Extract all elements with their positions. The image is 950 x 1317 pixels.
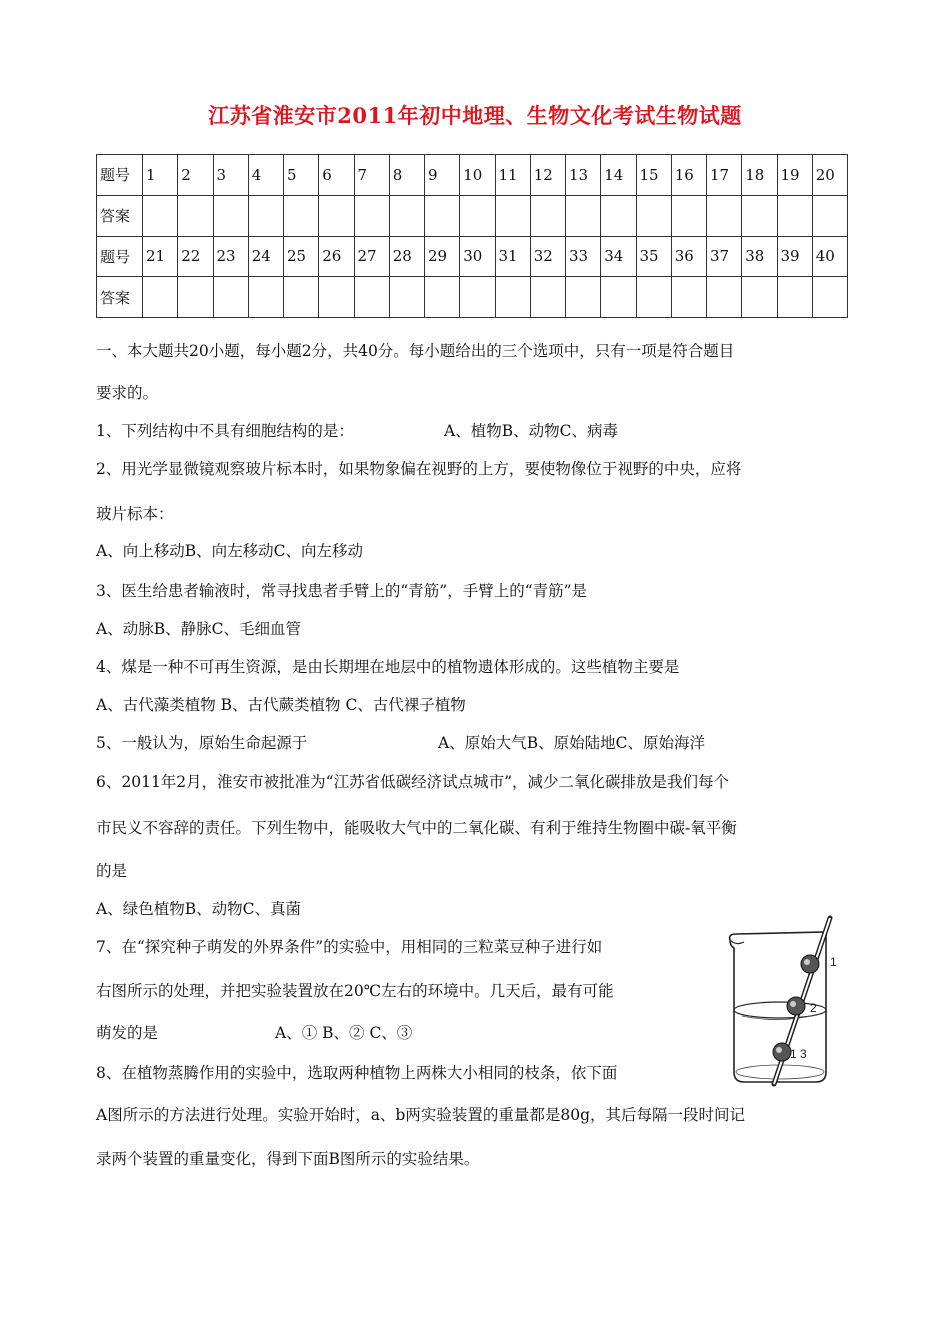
answer-table-cell [248, 277, 283, 318]
answer-table-cell: 33 [566, 236, 601, 277]
seed-3-icon [773, 1043, 791, 1061]
answer-table-cell: 12 [530, 155, 565, 196]
answer-table-cell: 34 [601, 236, 636, 277]
answer-table-cell: 7 [354, 155, 389, 196]
answer-table-cell [319, 277, 354, 318]
answer-table-cell [319, 195, 354, 236]
text-line [96, 386, 158, 402]
answer-options: A、① B、② C、③ [275, 1024, 413, 1042]
answer-table-cell: 36 [671, 236, 706, 277]
answer-table-cell [812, 195, 847, 236]
line-text: A、绿色植物B、动物C、真菌 [96, 900, 301, 918]
answer-table-cell [566, 195, 601, 236]
line-text: 录两个装置的重量变化，得到下面B图所示的实验结果。 [96, 1150, 480, 1168]
text-line [96, 422, 618, 440]
answer-table-cell [178, 195, 213, 236]
answer-table-cell: 8 [389, 155, 424, 196]
answer-table-cell: 9 [425, 155, 460, 196]
answer-table-cell [495, 277, 530, 318]
answer-table-cell: 15 [636, 155, 671, 196]
line-text: 6、2011年2月，淮安市被批准为“江苏省低碳经济试点城市”，减少二氧化碳排放是我们每个 [96, 773, 730, 791]
text-line [96, 544, 363, 560]
text-line [96, 1024, 413, 1042]
line-text: 8、在植物蒸腾作用的实验中，选取两种植物上两株大小相同的枝条，依下面 [96, 1064, 618, 1082]
text-line [96, 462, 741, 478]
line-text: 1、下列结构中不具有细胞结构的是： [96, 422, 354, 440]
answer-table-cell [601, 277, 636, 318]
answer-table-cell [495, 195, 530, 236]
answer-table-cell: 14 [601, 155, 636, 196]
answer-table-cell [530, 195, 565, 236]
answer-table-cell [143, 195, 178, 236]
answer-table-cell [601, 195, 636, 236]
line-text: 玻片标本： [96, 505, 174, 523]
line-text: A、古代藻类植物 B、古代蕨类植物 C、古代裸子植物 [96, 696, 466, 714]
answer-table-cell: 11 [495, 155, 530, 196]
line-text: 萌发的是 [96, 1024, 159, 1042]
line-text: 的是 [96, 862, 128, 880]
answer-table-cell [671, 195, 706, 236]
answer-table-cell: 39 [777, 236, 812, 277]
answer-table-cell [425, 277, 460, 318]
answer-table-cell: 18 [742, 155, 777, 196]
seed-germination-beaker-figure [722, 912, 842, 1090]
answer-table-cell: 17 [707, 155, 742, 196]
text-line [96, 940, 602, 956]
line-text: 7、在“探究种子萌发的外界条件”的实验中，用相同的三粒菜豆种子进行如 [96, 938, 603, 956]
answer-table-cell [636, 195, 671, 236]
answer-table-cell: 25 [284, 236, 319, 277]
answer-table-cell [284, 277, 319, 318]
row-label: 题号 [97, 236, 143, 277]
answer-table-row [97, 277, 848, 318]
seed-1-icon [801, 955, 819, 973]
answer-table-cell [284, 195, 319, 236]
line-text: 右图所示的处理，并把实验装置放在20℃左右的环境中。几天后，最有可能 [96, 982, 614, 1000]
answer-table-cell: 20 [812, 155, 847, 196]
text-line [96, 584, 587, 600]
answer-table-cell [671, 277, 706, 318]
answer-table-cell [389, 277, 424, 318]
answer-table-cell [213, 195, 248, 236]
text-line [96, 1066, 617, 1082]
answer-table-row [97, 236, 848, 277]
answer-table-cell [460, 195, 495, 236]
line-text: 2、用光学显微镜观察玻片标本时，如果物象偏在视野的上方，要使物像位于视野的中央，应将 [96, 460, 742, 478]
answer-table-cell: 35 [636, 236, 671, 277]
text-line [96, 775, 729, 791]
answer-table-cell: 26 [319, 236, 354, 277]
answer-options: A、植物B、动物C、病毒 [444, 422, 618, 440]
answer-table-cell [566, 277, 601, 318]
answer-table-cell: 29 [425, 236, 460, 277]
line-text: 市民义不容辞的责任。下列生物中，能吸收大气中的二氧化碳、有利于维持生物圈中碳-氧平衡 [96, 819, 737, 837]
figure-label-3: 1 3 [790, 1047, 807, 1061]
answer-table-cell: 13 [566, 155, 601, 196]
text-line [96, 660, 679, 676]
answer-table-cell [354, 277, 389, 318]
answer-table-cell [530, 277, 565, 318]
line-text: A图所示的方法进行处理。实验开始时，a、b两实验装置的重量都是80g，其后每隔一段时间记 [96, 1106, 746, 1124]
text-line [96, 984, 614, 1000]
answer-table-cell [425, 195, 460, 236]
line-text: 要求的。 [96, 384, 159, 402]
answer-table-cell [777, 277, 812, 318]
answer-table-cell [707, 277, 742, 318]
answer-table-cell: 32 [530, 236, 565, 277]
answer-table-cell: 16 [671, 155, 706, 196]
answer-table-cell: 4 [248, 155, 283, 196]
line-text: A、向上移动B、向左移动C、向左移动 [96, 542, 363, 560]
answer-table-cell [354, 195, 389, 236]
answer-table-cell: 30 [460, 236, 495, 277]
text-line [96, 902, 301, 918]
answer-table-cell: 37 [707, 236, 742, 277]
answer-table-cell: 6 [319, 155, 354, 196]
text-line [96, 1152, 479, 1168]
answer-table-cell: 5 [284, 155, 319, 196]
line-text: 4、煤是一种不可再生资源，是由长期埋在地层中的植物遗体形成的。这些植物主要是 [96, 658, 680, 676]
answer-table-cell: 19 [777, 155, 812, 196]
answer-table-cell: 31 [495, 236, 530, 277]
seed-2-icon [787, 997, 805, 1015]
answer-table-cell: 27 [354, 236, 389, 277]
answer-table-cell [812, 277, 847, 318]
answer-table-cell [178, 277, 213, 318]
answer-table-cell: 1 [143, 155, 178, 196]
line-text: A、动脉B、静脉C、毛细血管 [96, 620, 301, 638]
text-line [96, 344, 734, 360]
answer-table-cell: 22 [178, 236, 213, 277]
answer-options: A、原始大气B、原始陆地C、原始海洋 [438, 734, 705, 752]
text-line [96, 864, 127, 880]
answer-table [96, 154, 848, 318]
answer-table-cell [213, 277, 248, 318]
text-line [96, 821, 737, 837]
answer-table-row [97, 195, 848, 236]
line-text: 一、本大题共20小题，每小题2分，共40分。每小题给出的三个选项中，只有一项是符合题目 [96, 342, 735, 360]
answer-table-cell: 3 [213, 155, 248, 196]
text-line [96, 622, 301, 638]
answer-table-cell: 28 [389, 236, 424, 277]
answer-table-row [97, 155, 848, 196]
answer-table-cell: 2 [178, 155, 213, 196]
answer-table-cell [742, 195, 777, 236]
figure-label-1: 1 [830, 955, 837, 969]
answer-table-cell: 10 [460, 155, 495, 196]
answer-table-cell: 21 [143, 236, 178, 277]
page-title: 江苏省淮安市2011年初中地理、生物文化考试生物试题 [208, 103, 742, 128]
answer-table-cell [248, 195, 283, 236]
text-line [96, 734, 705, 752]
answer-table-cell: 38 [742, 236, 777, 277]
answer-table-cell [389, 195, 424, 236]
answer-table-cell [143, 277, 178, 318]
text-line [96, 507, 174, 523]
answer-table-cell [460, 277, 495, 318]
answer-table-cell: 24 [248, 236, 283, 277]
answer-table-cell: 23 [213, 236, 248, 277]
answer-table-cell [777, 195, 812, 236]
text-line [96, 1108, 745, 1124]
row-label: 答案 [97, 195, 143, 236]
row-label: 答案 [97, 277, 143, 318]
text-line [96, 698, 466, 714]
row-label: 题号 [97, 155, 143, 196]
answer-table-cell [636, 277, 671, 318]
figure-label-2: 2 [810, 1001, 817, 1015]
line-text: 3、医生给患者输液时，常寻找患者手臂上的“青筋”，手臂上的“青筋”是 [96, 582, 588, 600]
answer-table-cell [742, 277, 777, 318]
line-text: 5、一般认为，原始生命起源于 [96, 734, 308, 752]
answer-table-cell [707, 195, 742, 236]
answer-table-cell: 40 [812, 236, 847, 277]
